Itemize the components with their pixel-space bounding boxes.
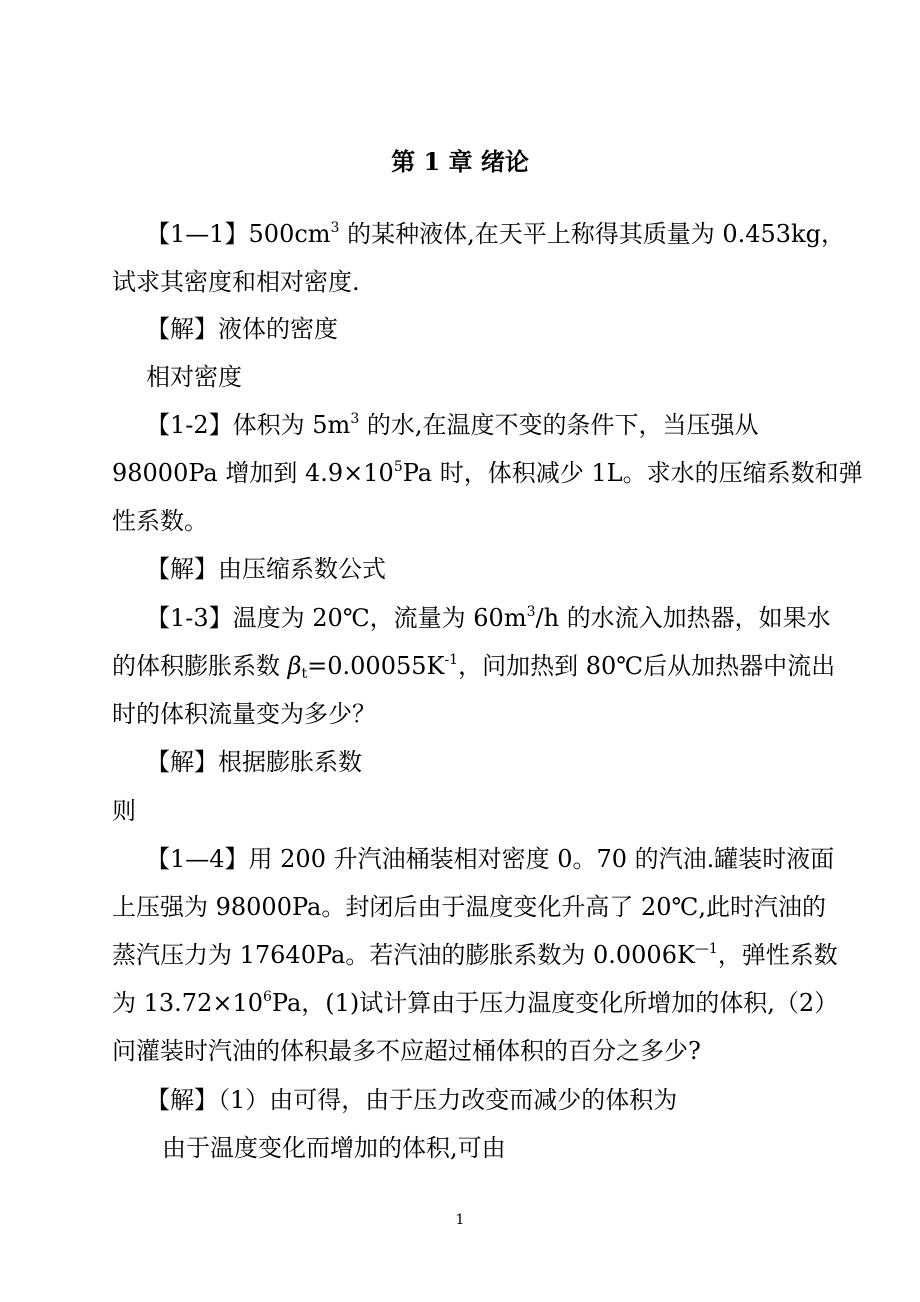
beta-symbol: β — [287, 652, 302, 680]
text-span: 的水,在温度不变的条件下，当压强从 — [359, 411, 759, 439]
superscript: -1 — [444, 652, 459, 668]
text-span: 的体积膨胀系数 — [112, 652, 288, 680]
problem-1-1-line-2: 试求其密度和相对密度. — [112, 268, 360, 296]
text-span: ，问加热到 80℃后从加热器中流出 — [458, 652, 836, 680]
problem-1-4-line-5: 问灌装时汽油的体积最多不应超过桶体积的百分之多少? — [112, 1037, 701, 1065]
text-span: =0.00055K — [307, 652, 445, 680]
solution-1-2: 【解】由压缩系数公式 — [146, 555, 386, 583]
solution-1-4-temperature: 由于温度变化而增加的体积,可由 — [162, 1134, 506, 1162]
problem-1-4-line-2: 上压强为 98000Pa。封闭后由于温度变化升高了 20℃,此时汽油的 — [112, 893, 826, 921]
superscript: 6 — [262, 989, 272, 1005]
superscript: 5 — [393, 459, 403, 475]
text-span: 的某种液体,在天平上称得其质量为 0.453kg， — [339, 220, 845, 248]
superscript: 3 — [350, 411, 360, 427]
problem-1-3-line-1 — [146, 602, 846, 634]
text-span: 【1-2】体积为 5m — [146, 411, 351, 439]
solution-1-1-relative-density: 相对密度 — [146, 363, 242, 391]
solution-1-3-then: 则 — [112, 797, 136, 825]
solution-1-3: 【解】根据膨胀系数 — [146, 748, 362, 776]
problem-1-4-line-3 — [112, 939, 838, 971]
page-number: 1 — [455, 1212, 465, 1228]
solution-1-1: 【解】液体的密度 — [146, 315, 338, 343]
problem-1-2-line-2 — [112, 457, 863, 489]
problem-1-4-line-4 — [112, 987, 839, 1019]
superscript: 3 — [330, 220, 340, 236]
text-span: Pa，(1)试计算由于压力温度变化所增加的体积,（2） — [271, 989, 839, 1017]
superscript: —1 — [694, 941, 718, 957]
text-span: 【1-3】温度为 20℃，流量为 60m — [146, 604, 527, 632]
chapter-title: 第 1 章 绪论 — [391, 147, 529, 176]
text-span: 98000Pa 增加到 4.9×10 — [112, 459, 394, 487]
subscript: t — [301, 666, 308, 682]
problem-1-2-line-1 — [146, 409, 846, 441]
text-span: 【1—1】500cm — [146, 220, 331, 248]
solution-1-4: 【解】（1）由可得，由于压力改变而减少的体积为 — [146, 1086, 678, 1114]
text-span: 蒸汽压力为 17640Pa。若汽油的膨胀系数为 0.0006K — [112, 941, 695, 969]
problem-1-2-line-3: 性系数。 — [112, 507, 208, 535]
text-span: Pa 时，体积减少 1L。求水的压缩系数和弹 — [402, 459, 863, 487]
text-span: ，弹性系数 — [717, 941, 838, 969]
problem-1-3-line-3: 时的体积流量变为多少？ — [112, 700, 376, 728]
text-span: /h 的水流入加热器，如果水 — [535, 604, 831, 632]
problem-1-1-line-1 — [146, 218, 846, 250]
problem-1-4-line-1: 【1—4】用 200 升汽油桶装相对密度 0。70 的汽油.罐装时液面 — [146, 845, 835, 873]
problem-1-3-line-2 — [112, 650, 836, 682]
text-span: 为 13.72×10 — [112, 989, 263, 1017]
superscript: 3 — [526, 604, 536, 620]
